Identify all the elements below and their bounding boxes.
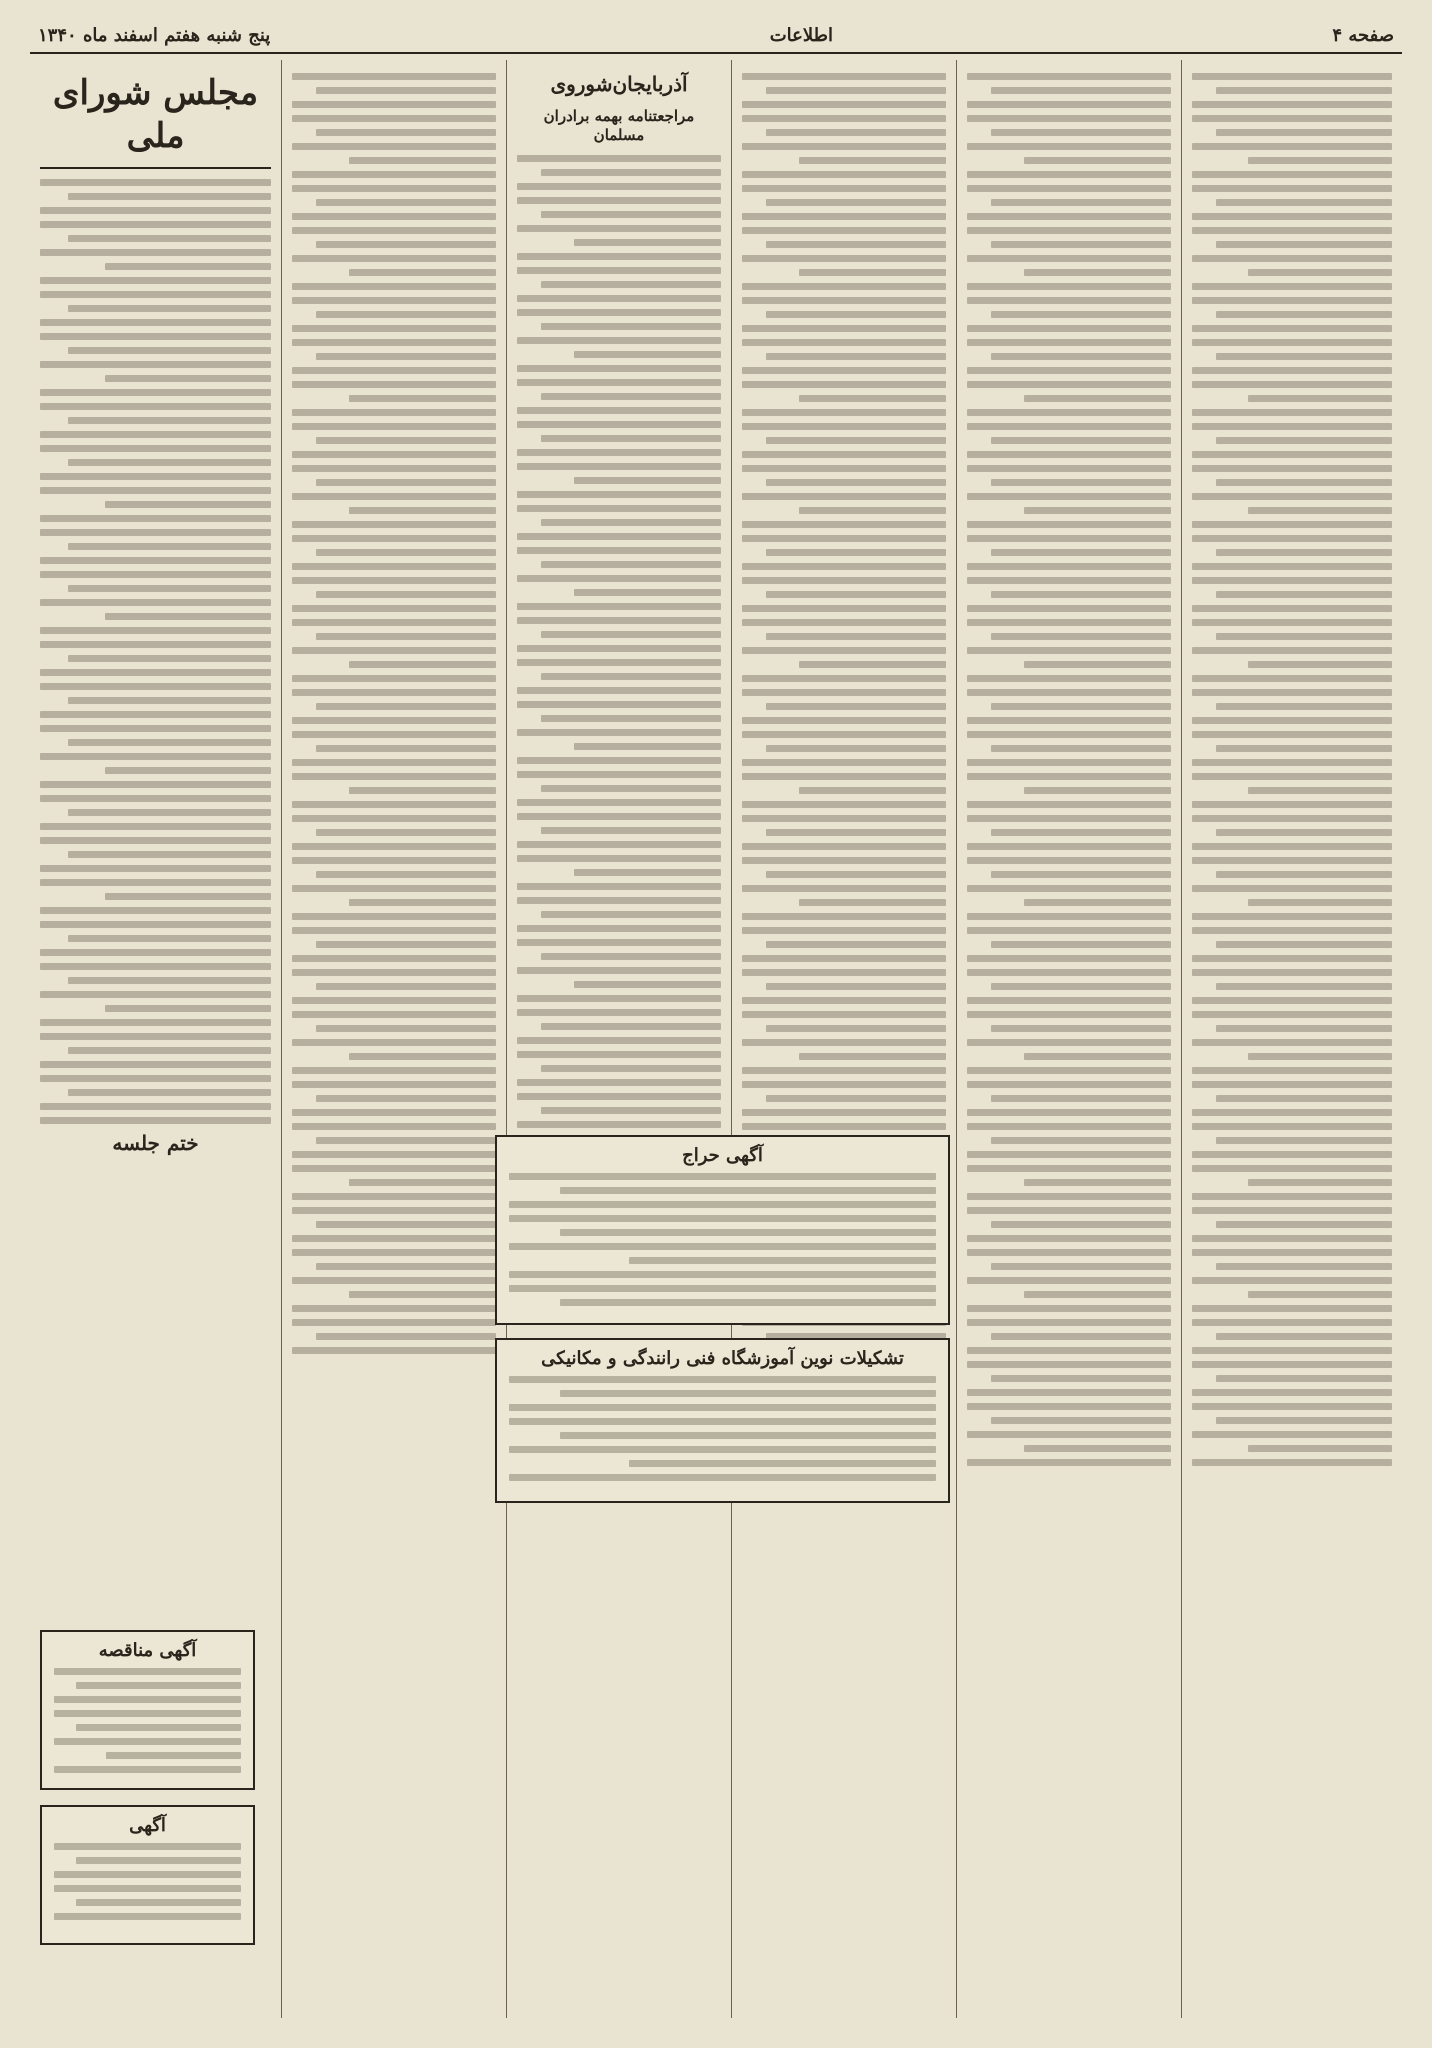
auction-notice-box — [495, 1135, 950, 1325]
notice-text — [54, 1843, 241, 1920]
driving-school-title: تشکیلات نوین آموزشگاه فنی رانندگی و مکانیکی — [541, 1348, 904, 1369]
column-5-text — [292, 73, 496, 1354]
column-5 — [282, 60, 507, 2018]
driving-school-box — [495, 1338, 950, 1503]
notice-title: آگهی — [129, 1815, 166, 1836]
tender-notice-title: آگهی مناقصه — [98, 1640, 197, 1661]
paper-name: اطلاعات — [769, 24, 833, 46]
column-3 — [732, 60, 957, 2018]
column-1-text — [1192, 73, 1392, 1466]
azerbaijan-headline: آذربایجان‌شوروی — [550, 72, 688, 96]
column-2-text — [967, 73, 1171, 1466]
session-end-headline: ختم جلسه — [112, 1131, 199, 1155]
notice-box — [40, 1805, 255, 1945]
auction-notice-title: آگهی حراج — [682, 1145, 763, 1166]
muslim-brothers-headline: مراجعتنامه بهمه برادران مسلمان — [543, 107, 695, 144]
tender-notice-box — [40, 1630, 255, 1790]
page-label: صفحه ۴ — [1332, 24, 1394, 46]
column-4-text — [517, 155, 721, 1268]
parliament-headline: مجلس شورای ملی — [52, 73, 259, 156]
date-line: پنج شنبه هفتم اسفند ماه ۱۳۴۰ — [38, 24, 271, 46]
driving-school-text — [509, 1376, 936, 1481]
column-4 — [507, 60, 732, 2018]
masthead — [30, 18, 1402, 54]
column-6-text — [40, 179, 271, 1124]
tender-notice-text — [54, 1668, 241, 1773]
column-2 — [957, 60, 1182, 2018]
auction-notice-text — [509, 1173, 936, 1306]
column-1 — [1182, 60, 1402, 2018]
